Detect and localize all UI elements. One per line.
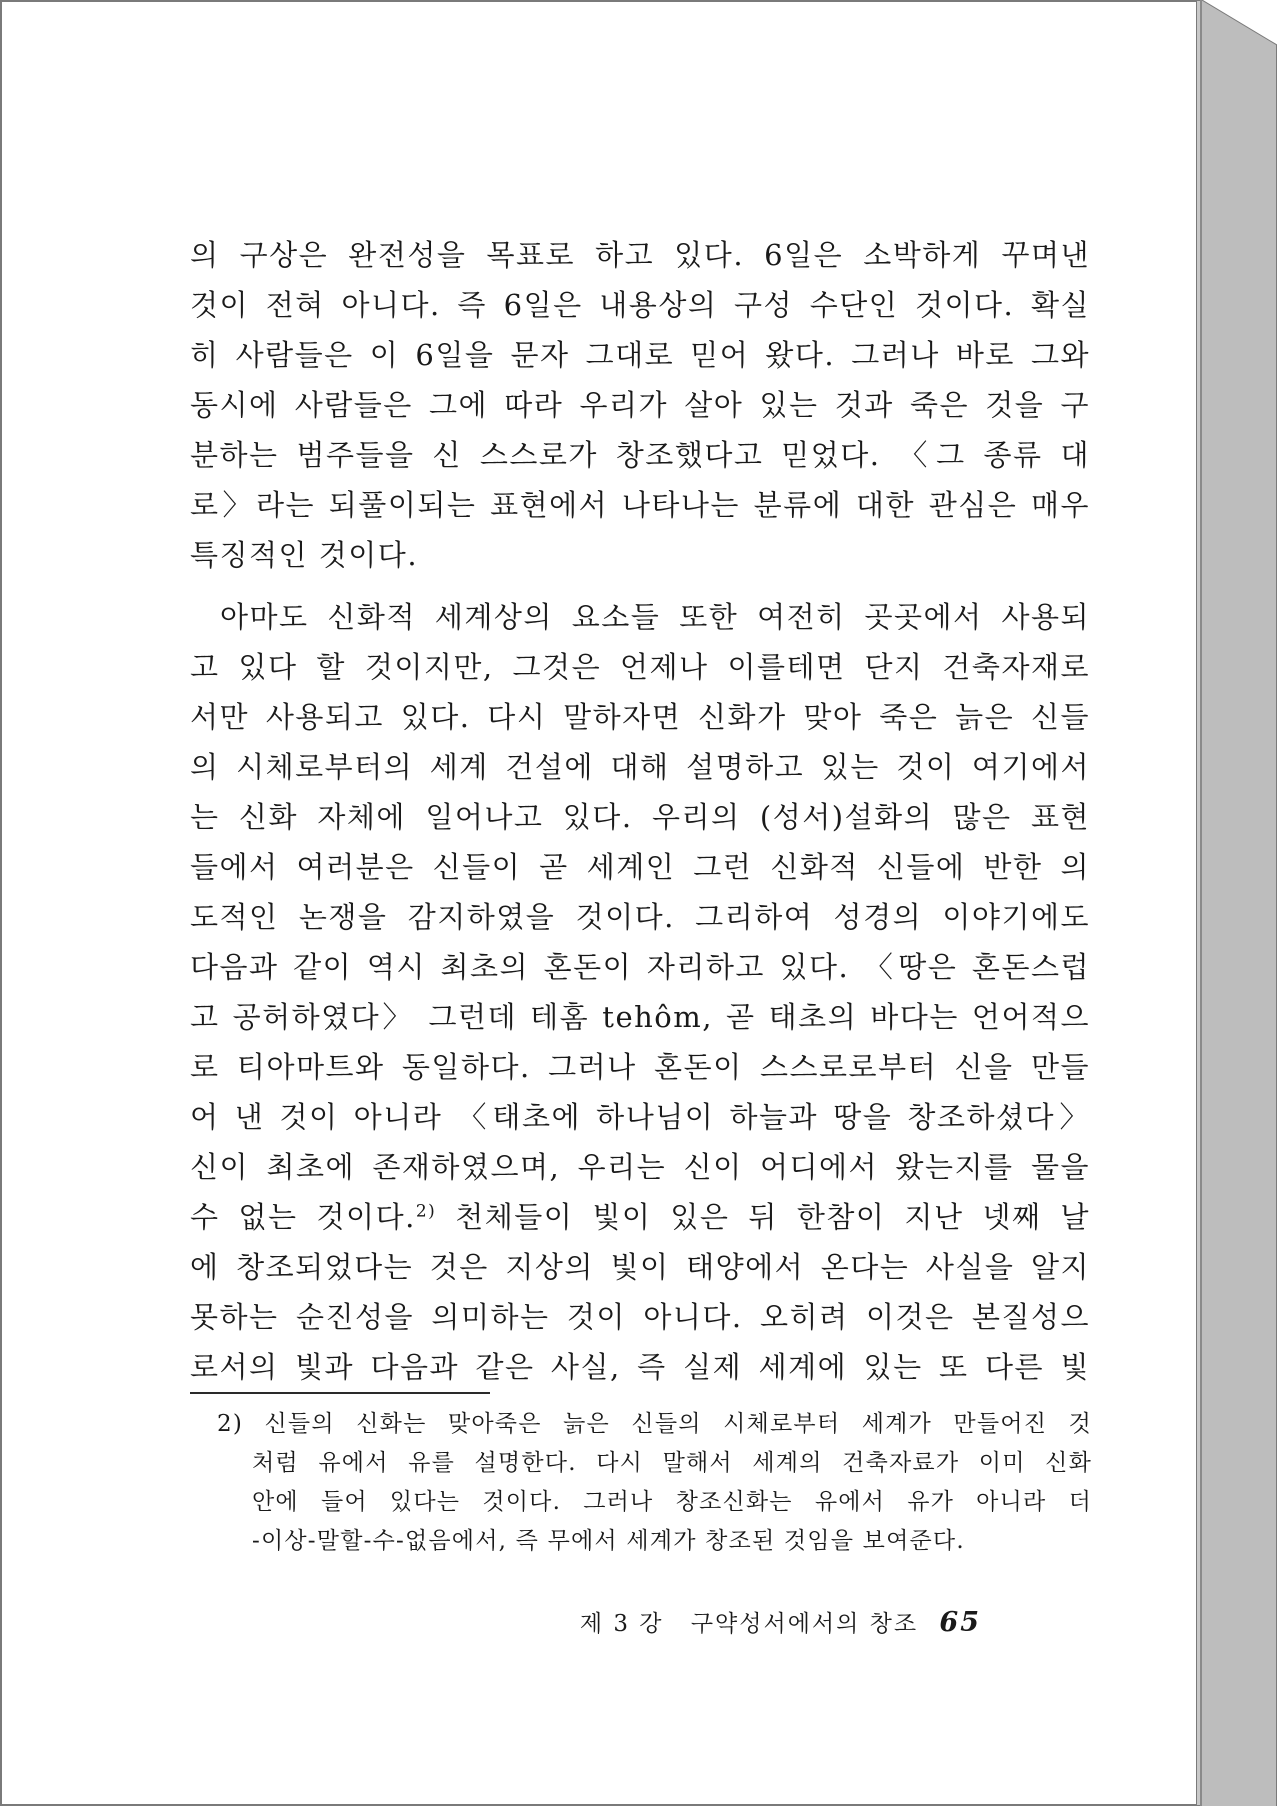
book-edge <box>1196 0 1281 1806</box>
text-line: 다음과 같이 역시 최초의 혼돈이 자리하고 있다. 〈땅은 혼돈스럽 <box>190 950 1090 984</box>
text-line: 의 구상은 완전성을 목표로 하고 있다. 6일은 소박하게 꾸며낸 <box>190 238 1090 272</box>
chapter-title: 구약성서에서의 창조 <box>690 1611 919 1637</box>
footnote <box>217 1405 1092 1561</box>
text-line: 아마도 신화적 세계상의 요소들 또한 여전히 곳곳에서 사용되 <box>220 600 1090 634</box>
footnote-reference: 2) <box>415 1201 437 1222</box>
paragraph-2 <box>190 592 1090 1392</box>
footnote-line: 처럼 유에서 유를 설명한다. 다시 말해서 세계의 건축자료가 이미 신화 <box>252 1450 1092 1476</box>
chapter-label: 제 3 강 <box>579 1611 664 1637</box>
text-line: 어 낸 것이 아니라 〈태초에 하나님이 하늘과 땅을 창조하셨다〉 <box>190 1100 1090 1134</box>
paragraph-1 <box>190 230 1090 580</box>
text-line: 는 신화 자체에 일어나고 있다. 우리의 (성서)설화의 많은 표현 <box>190 800 1090 834</box>
running-footer <box>580 1605 981 1638</box>
text-line: 특징적인 것이다. <box>190 538 419 572</box>
text-segment: 수 없는 것이다. <box>190 1200 416 1234</box>
footnote-text: 신들의 신화는 맞아죽은 늙은 신들의 시체로부터 세계가 만들어진 것 <box>264 1411 1093 1437</box>
footnote-line: -이상-말할-수-없음에서, 즉 무에서 세계가 창조된 것임을 보여준다. <box>252 1528 965 1554</box>
text-line: 히 사람들은 이 6일을 문자 그대로 믿어 왔다. 그러나 바로 그와 <box>190 338 1090 372</box>
body-text <box>190 230 1090 1392</box>
text-line: 것이 전혀 아니다. 즉 6일은 내용상의 구성 수단인 것이다. 확실 <box>190 288 1090 322</box>
text-line: 에 창조되었다는 것은 지상의 빛이 태양에서 온다는 사실을 알지 <box>190 1250 1090 1284</box>
text-line: 서만 사용되고 있다. 다시 말하자면 신화가 맞아 죽은 늙은 신들 <box>190 700 1090 734</box>
footnote-divider <box>190 1392 490 1394</box>
footnote-line <box>217 1405 1092 1444</box>
text-line: 로〉라는 되풀이되는 표현에서 나타나는 분류에 대한 관심은 매우 <box>190 488 1090 522</box>
text-line: 분하는 범주들을 신 스스로가 창조했다고 믿었다. 〈그 종류 대 <box>190 438 1090 472</box>
text-line: 고 공허하였다〉 그런데 테홈 tehôm, 곧 태초의 바다는 언어적으 <box>190 1000 1090 1034</box>
text-line: 의 시체로부터의 세계 건설에 대해 설명하고 있는 것이 여기에서 <box>190 750 1090 784</box>
text-line: 들에서 여러분은 신들이 곧 세계인 그런 신화적 신들에 반한 의 <box>190 850 1090 884</box>
text-line: 로서의 빛과 다음과 같은 사실, 즉 실제 세계에 있는 또 다른 빛 <box>190 1350 1090 1384</box>
text-line: 도적인 논쟁을 감지하였을 것이다. 그리하여 성경의 이야기에도 <box>190 900 1090 934</box>
text-line: 못하는 순진성을 의미하는 것이 아니다. 오히려 이것은 본질성으 <box>190 1300 1090 1334</box>
page-number: 65 <box>939 1607 981 1638</box>
text-line: 로 티아마트와 동일하다. 그러나 혼돈이 스스로로부터 신을 만들 <box>190 1050 1090 1084</box>
footnote-number: 2) <box>217 1411 244 1437</box>
text-segment: 천체들이 빛이 있은 뒤 한참이 지난 넷째 날 <box>455 1200 1090 1234</box>
text-line: 동시에 사람들은 그에 따라 우리가 살아 있는 것과 죽은 것을 구 <box>190 388 1090 422</box>
footnote-line: 안에 들어 있다는 것이다. 그러나 창조신화는 유에서 유가 아니라 더 <box>252 1489 1092 1515</box>
page-stack-shade <box>1201 0 1276 1806</box>
text-line: 신이 최초에 존재하였으며, 우리는 신이 어디에서 왔는지를 물을 <box>190 1150 1090 1184</box>
text-line-with-footnote <box>190 1192 1090 1242</box>
text-line: 고 있다 할 것이지만, 그것은 언제나 이를테면 단지 건축자재로 <box>190 650 1090 684</box>
